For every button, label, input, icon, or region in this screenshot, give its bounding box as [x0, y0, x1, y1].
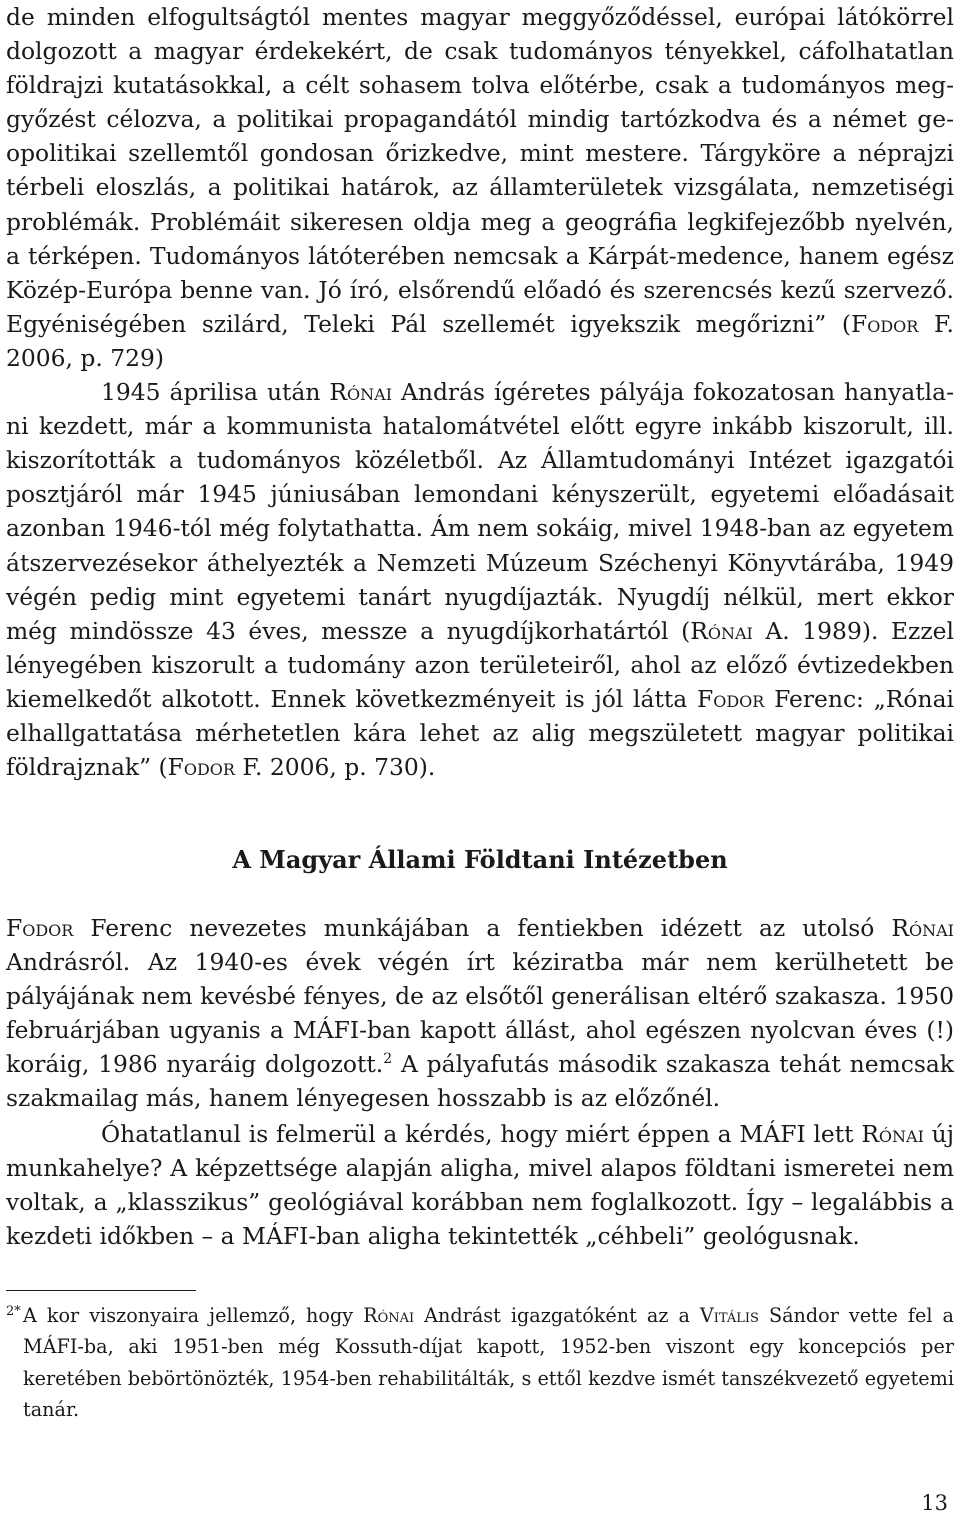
text-run: A kor viszonyaira jellemző, hogy	[23, 1304, 364, 1327]
text-run: Andrást igazgatóként az a	[414, 1304, 700, 1327]
text-run: 1945 áprilisa után	[101, 378, 330, 407]
text-run: F. 2006, p. 730).	[234, 753, 436, 782]
text-run: A pályafutás második szakasza tehát nemcsak szakmailag más, hanem lényegesen hosszabb is az előzőnél.	[6, 1050, 954, 1113]
text-run: Óhatatlanul is felmerül a kérdés, hogy miért éppen a MÁFI lett	[101, 1120, 862, 1148]
text-run: új munkahelye? A képzettsége alapján aligha, mivel alapos földtani ismeretei nem voltak, a „klasszikus” geológiával korábban nem foglalkozott. Így – legalábbis a kezdeti időkben – a MÁFI-ban aligha tekintették „céhbeli” geológusnak.	[6, 1120, 954, 1251]
paragraph-continued	[6, 0, 954, 784]
page-number: 13	[921, 1491, 948, 1515]
paragraph	[6, 911, 954, 1116]
author-name-ronai: Rónai	[891, 914, 954, 942]
section-heading: A Magyar Állami Földtani Intézetben	[232, 845, 728, 874]
author-name-ronai: Rónai	[363, 1304, 415, 1327]
author-name-ronai: Rónai	[329, 378, 393, 407]
paragraph	[6, 1117, 954, 1253]
author-name-fodor: Fodor	[850, 309, 919, 338]
author-name-fodor: Fodor	[6, 914, 74, 942]
footnote-marker: 2*	[6, 1304, 21, 1319]
footnote-reference[interactable]: 2	[383, 1051, 393, 1068]
author-name-ronai: Rónai	[690, 616, 753, 645]
author-name-fodor: Fodor	[167, 753, 235, 782]
footnote-divider	[6, 1290, 196, 1291]
author-name-ronai: Rónai	[861, 1120, 924, 1148]
text-run: András ígéretes pályája fokozatosan hanyatlani kezdett, már a kommunista hatalomátvétel előtt egyre inkább kiszorult, ill. kiszorították a tudományos közéletből. Az Államtudományi Intézet igazgatói posztjáról már 1945 júniusában lemondani kényszerült, egyetemi előadásait azonban 1946-tól még folytathatta. Ám nem sokáig, mivel 1948-ban az egyetem átszervezésekor áthelyezték a Nemzeti Múzeum Széchenyi Könyvtárába, 1949 végén pedig mint egyetemi tanárt nyugdíjazták. Nyugdíj nélkül, mert ekkor még mindössze 43 éves, messze a nyugdíjkorhatártól (	[6, 378, 954, 645]
footnote	[6, 1300, 954, 1425]
author-name-fodor: Fodor	[696, 684, 765, 713]
text-run: de minden elfogultságtól mentes magyar meggyőződéssel, európai látókörrel dolgozott a magyar érdekekért, de csak tudományos tényekkel, cáfolhatatlan földrajzi kutatásokkal, a célt sohasem tolva előtérbe, csak a tudományos meggyőzést célozva, a politikai propagandától mindig tartózkodva és a német geopolitikai szellemtől gondosan őrizkedve, mint mestere. Tárgyköre a néprajzi térbeli eloszlás, a politikai határok, az államterületek vizsgálata, nemzetiségi problémák. Problémáit sikeresen oldja meg a geográfia legkifejezőbb nyelvén, a térképen. Tudományos látóterében nemcsak a Kárpát-medence, hanem egész Közép-Európa benne van. Jó író, elsőrendű előadó és szerencsés kezű szervező. Egyéniségében szilárd, Teleki Pál szellemét igyekszik megőrizni” (	[6, 3, 954, 338]
text-run: Ferenc: „Rónai elhallgattatása mérhetetlen kára lehet az alig megszületett magyar politikai földrajznak” (	[6, 684, 954, 782]
text-run: Sándor vette fel a MÁFI-ba, aki 1951-ben még Kossuth-díjat kapott, 1952-ben viszont egy koncepciós per keretében bebörtönözték, 1954-ben rehabilitálták, s ettől kezdve ismét tanszékvezető egyetemi tanár.	[23, 1304, 954, 1421]
text-run: Ferenc nevezetes munkájában a fentiekben idézett az utolsó	[73, 914, 892, 942]
text-run: Andrásról. Az 1940-es évek végén írt kéziratba már nem kerülhetett be pályájának nem kevésbé fényes, de az elsőtől generálisan eltérő szakasza. 1950 februárjában ugyanis a MÁFI-ban kapott állást, ahol egészen nyolcvan éves (!) koráig, 1986 nyaráig dolgozott.	[6, 948, 954, 1079]
text-run: A. 1989). Ezzel lényegében kiszorult a tudomány azon területeiről, ahol az előző évtizedekben kiemelkedőt alkotott. Ennek következményeit is jól látta	[6, 616, 954, 713]
person-name-vitalis: Vitális	[699, 1304, 759, 1327]
text-run: F. 2006, p. 729)	[6, 309, 954, 372]
